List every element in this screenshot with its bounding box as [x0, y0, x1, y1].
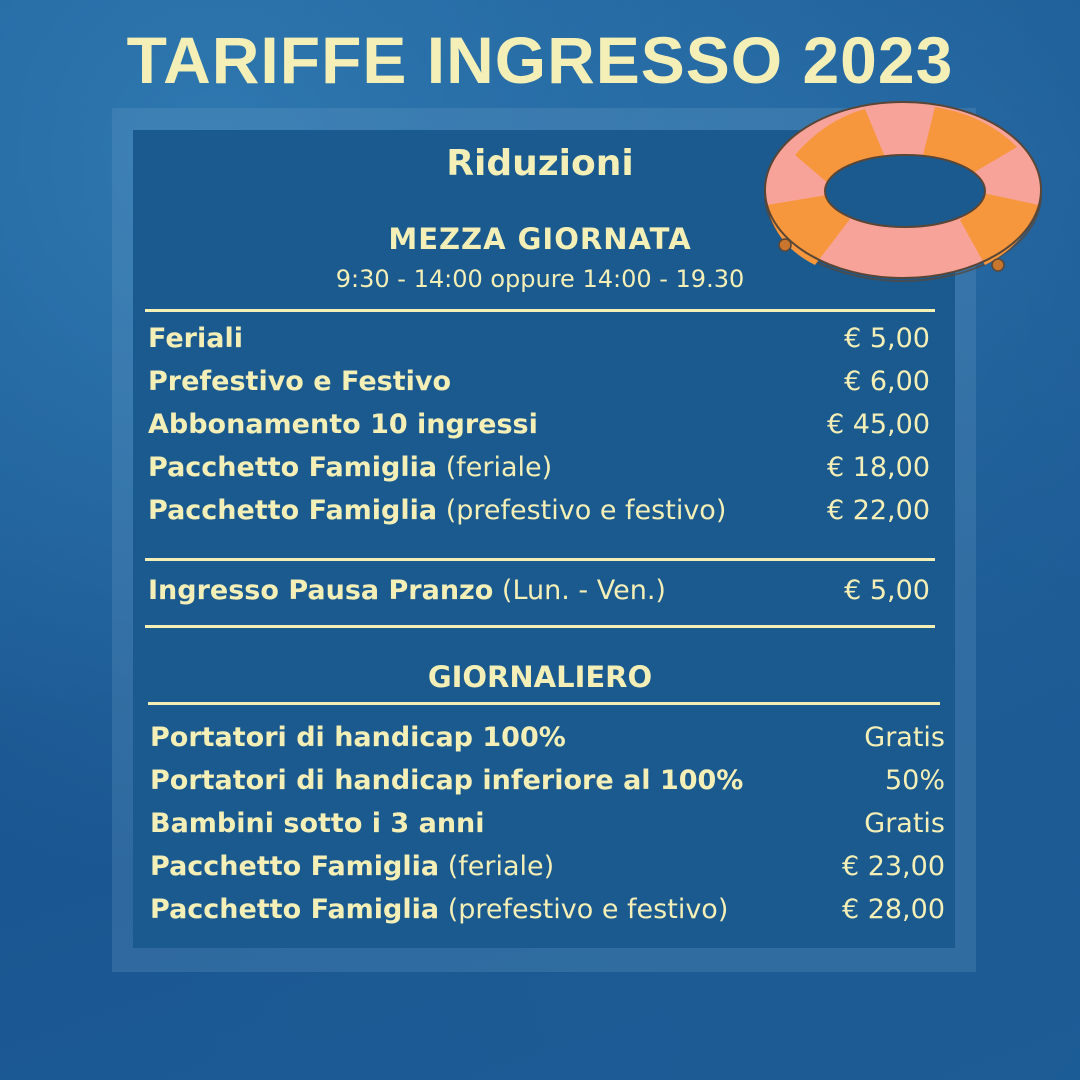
price-value: € 6,00	[844, 366, 930, 397]
page-title: TARIFFE INGRESSO 2023	[126, 23, 954, 97]
price-row: Bambini sotto i 3 anni Gratis	[150, 808, 945, 839]
price-row: Pacchetto Famiglia (prefestivo e festivo) € 22,00	[148, 495, 930, 526]
price-value: 50%	[884, 765, 945, 796]
half-day-heading: MEZZA GIORNATA	[388, 222, 692, 256]
divider	[145, 558, 935, 561]
price-value: € 45,00	[826, 409, 930, 440]
price-value: € 23,00	[841, 851, 945, 882]
price-row: Portatori di handicap inferiore al 100% 50%	[150, 765, 945, 796]
daily-heading: GIORNALIERO	[427, 660, 653, 694]
price-value: Gratis	[864, 722, 945, 753]
divider	[145, 625, 935, 628]
price-value: € 22,00	[826, 495, 930, 526]
price-row: Pacchetto Famiglia (prefestivo e festivo) € 28,00	[150, 894, 945, 925]
price-row: Feriali € 5,00	[148, 323, 930, 354]
lunch-row: Ingresso Pausa Pranzo (Lun. - Ven.) € 5,00	[148, 575, 930, 606]
price-row: Pacchetto Famiglia (feriale) € 18,00	[148, 452, 930, 483]
price-value: € 28,00	[841, 894, 945, 925]
section-subtitle: Riduzioni	[446, 143, 634, 184]
price-row: Abbonamento 10 ingressi € 45,00	[148, 409, 930, 440]
price-value: Gratis	[864, 808, 945, 839]
divider	[145, 309, 935, 312]
price-value: € 18,00	[826, 452, 930, 483]
price-row: Prefestivo e Festivo € 6,00	[148, 366, 930, 397]
half-day-hours: 9:30 - 14:00 oppure 14:00 - 19.30	[335, 265, 745, 293]
divider	[148, 702, 940, 705]
price-value: € 5,00	[844, 323, 930, 354]
price-row: Portatori di handicap 100% Gratis	[150, 722, 945, 753]
price-value: € 5,00	[844, 575, 930, 606]
price-row: Pacchetto Famiglia (feriale) € 23,00	[150, 851, 945, 882]
